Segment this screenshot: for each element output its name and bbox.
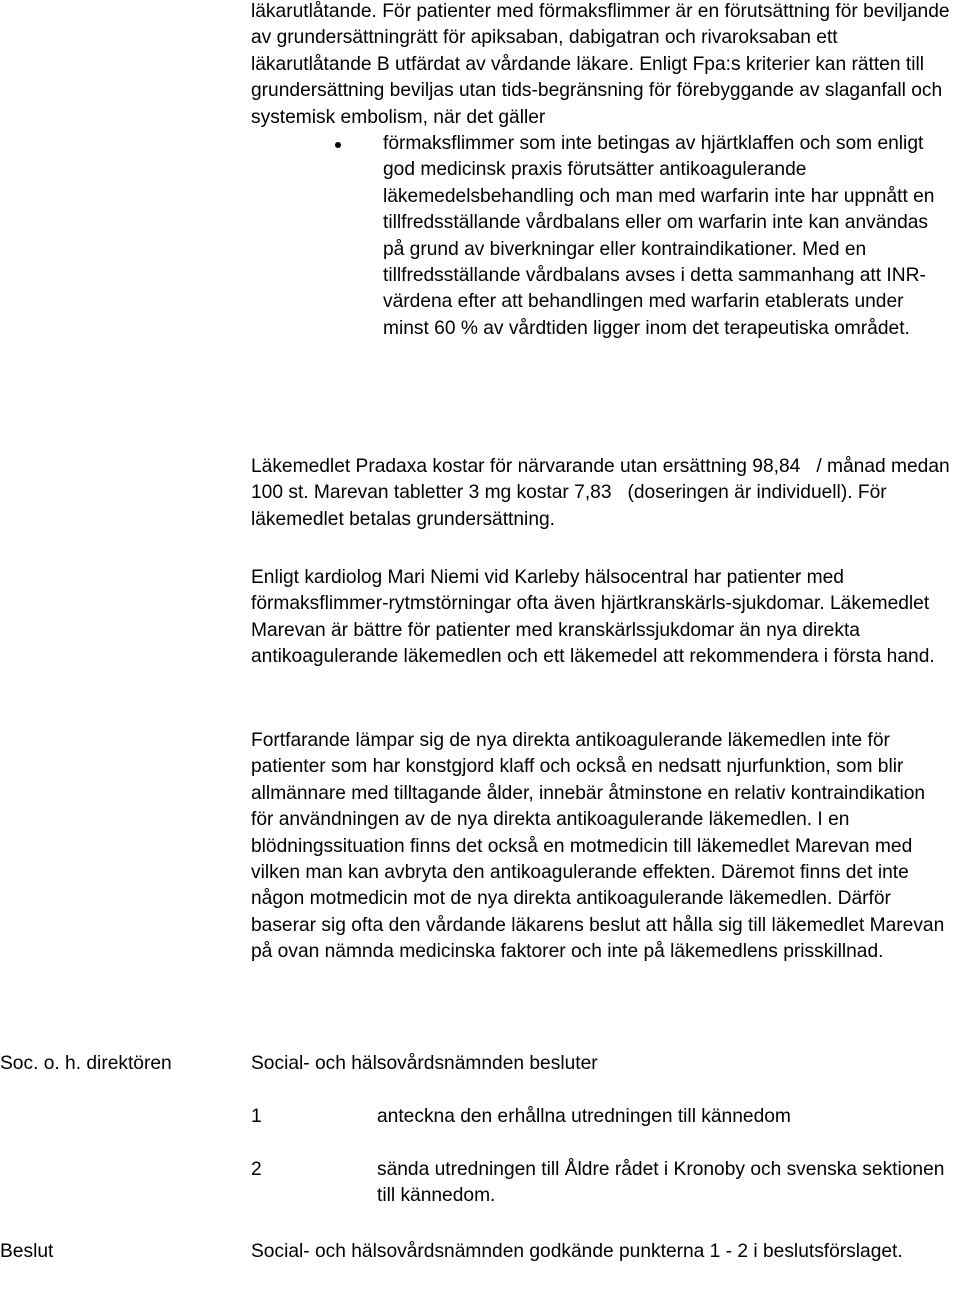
pricing-text-part3: (doseringen är individuell). För läkemedlet betalas grundersättning. [251, 482, 887, 530]
decision-text: Social- och hälsovårdsnämnden godkände punkterna 1 - 2 i beslutsförslaget. [251, 1241, 903, 1262]
proposal-item [251, 1157, 960, 1210]
proposal-item-text: anteckna den erhållna utredningen till kännedom [377, 1106, 791, 1127]
pricing-text-part1: Läkemedlet Pradaxa kostar för närvarande utan ersättning 98,84 [251, 456, 801, 477]
paragraph-criteria [251, 0, 951, 342]
bullet-icon [335, 142, 341, 148]
paragraph-cardiologist: Enligt kardiolog Mari Niemi vid Karleby hälsocentral har patienter med förmaksflimmer-rytmstörningar ofta även hjärtkranskärls-sjukdomar. Läkemedlet Marevan är bättre för patienter med kranskärlssjukdomar än nya direkta antikoagulerande läkemedlen och ett läkemedel att rekommendera i första hand. [251, 567, 935, 668]
decision-label: Beslut [0, 1241, 54, 1262]
proposal-item-number: 2 [251, 1159, 262, 1180]
proposal-item-number: 1 [251, 1106, 262, 1127]
proposal-intro: Social- och hälsovårdsnämnden besluter [251, 1053, 598, 1074]
paragraph-criteria-intro: läkarutlåtande. För patienter med förmaksflimmer är en förutsättning för beviljande av grundersättningrätt för apiksaban, dabigatran och rivaroksaban ett läkarutlåtande B utfärdat av vårdande läkare. Enligt Fpa:s kriterier kan rätten till grundersättning beviljas utan tids-begränsning för förebyggande av slaganfall och systemisk embolism, när det gäller [251, 1, 950, 128]
criteria-bullet-list [251, 131, 951, 342]
proposal-item [251, 1104, 960, 1130]
criteria-bullet-item [383, 131, 951, 342]
proposal-label: Soc. o. h. direktören [0, 1053, 172, 1074]
paragraph-contraindications: Fortfarande lämpar sig de nya direkta antikoagulerande läkemedlen inte för patienter som har konstgjord klaff och också en nedsatt njurfunktion, som blir allmännare med tilltagande ålder, innebär åtminstone en relativ kontraindikation för användningen av de nya direkta antikoagulerande läkemedlen. I en blödningssituation finns det också en motmedicin till läkemedlet Marevan med vilken man kan avbryta den antikoagulerande effekten. Däremot finns det inte någon motmedicin mot de nya direkta antikoagulerande läkemedlen. Därför baserar sig ofta den vårdande läkarens beslut att hålla sig till läkemedlet Marevan på ovan nämnda medicinska faktorer och inte på läkemedlens prisskillnad. [251, 730, 945, 963]
proposal-item-text: sända utredningen till Åldre rådet i Kronoby och svenska sektionen till kännedom. [377, 1159, 945, 1207]
paragraph-pricing [251, 454, 951, 533]
criteria-bullet-text: förmaksflimmer som inte betingas av hjärtklaffen och som enligt god medicinsk praxis förutsätter antikoagulerande läkemedelsbehandling och man med warfarin inte har uppnått en tillfredsställande vårdbalans eller om warfarin inte kan användas på grund av biverkningar eller kontraindikationer. Med en tillfredsställande vårdbalans avses i detta sammanhang att INR-värdena efter att behandlingen med warfarin etablerats under minst 60 % av vårdtiden ligger inom det terapeutiska området. [383, 133, 935, 339]
pricing-text-part2: / månad medan 100 st. Marevan tabletter 3 mg kostar 7,83 [251, 456, 950, 504]
